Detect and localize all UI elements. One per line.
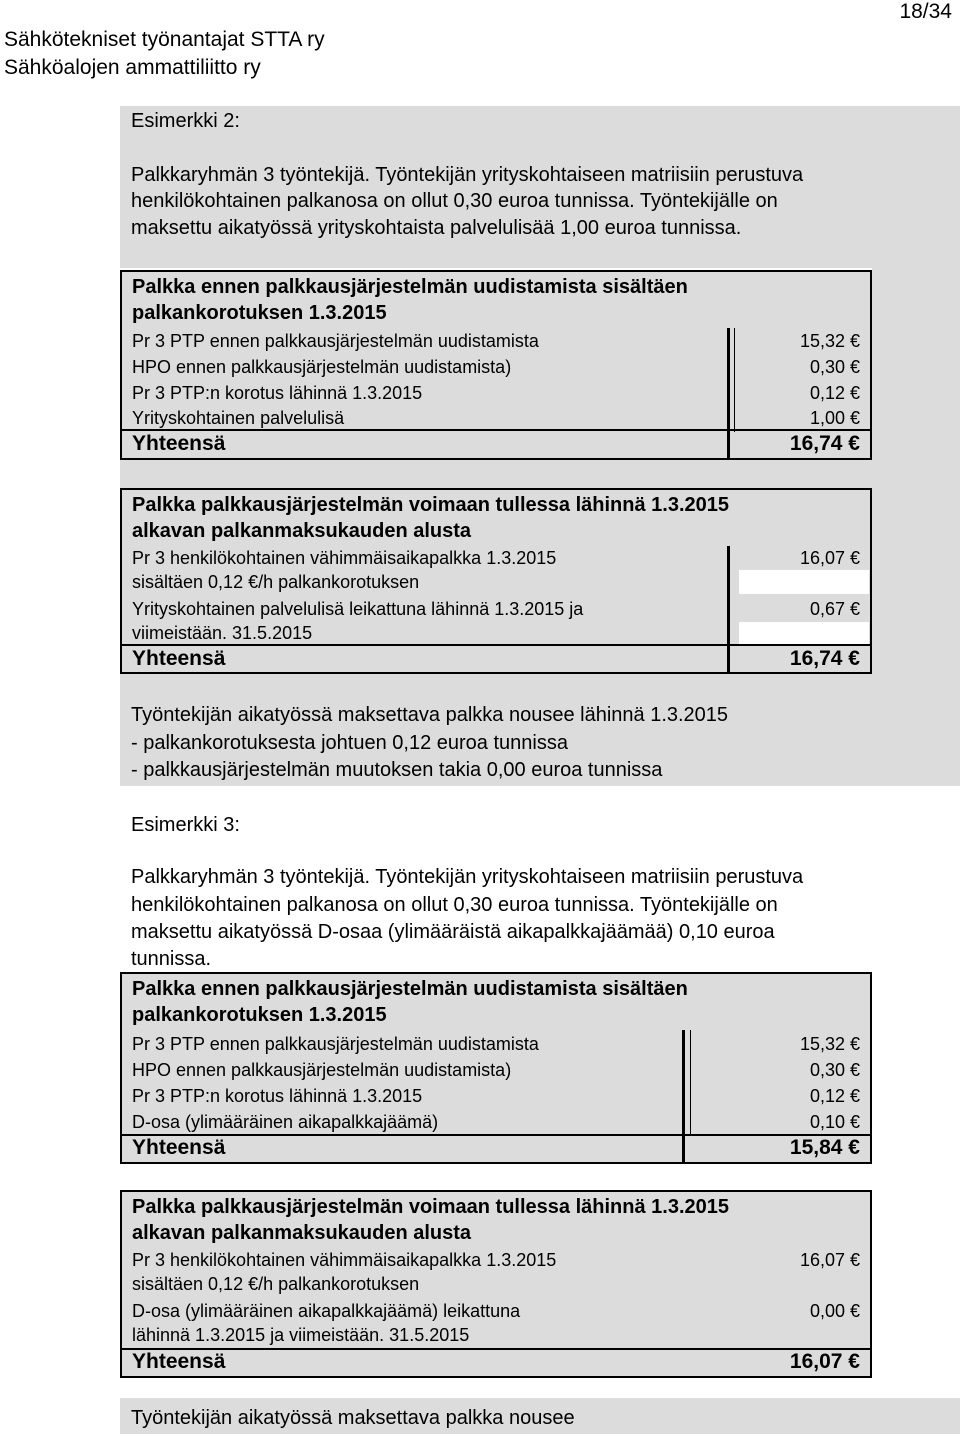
row-label-cont: viimeistään. 31.5.2015 bbox=[132, 623, 313, 643]
example2-para-line3: maksettu aikatyössä yrityskohtaista palvelulisää 1,00 euroa tunnissa. bbox=[131, 217, 742, 239]
total-label: Yhteensä bbox=[132, 1350, 226, 1373]
total-label: Yhteensä bbox=[132, 432, 226, 455]
example2-summary-line3: - palkkausjärjestelmän muutoksen takia 0,00 euroa tunnissa bbox=[131, 759, 663, 781]
row-label-cont: lähinnä 1.3.2015 ja viimeistään. 31.5.2015 bbox=[132, 1325, 470, 1345]
example3-table-before bbox=[120, 972, 872, 1164]
row-label: Yrityskohtainen palvelulisä bbox=[132, 408, 345, 428]
example3-title: Esimerkki 3: bbox=[131, 814, 240, 836]
row-value: 0,30 € bbox=[809, 357, 860, 377]
row-label-cont: sisältäen 0,12 €/h palkankorotuksen bbox=[132, 1274, 420, 1294]
table-title-line1: Palkka ennen palkkausjärjestelmän uudistamista sisältäen bbox=[132, 276, 688, 298]
example3-para-line1: Palkkaryhmän 3 työntekijä. Työntekijän yrityskohtaiseen matriisiin perustuva bbox=[131, 866, 804, 888]
table-title-line2: alkavan palkanmaksukauden alusta bbox=[132, 520, 472, 542]
row-label: Pr 3 PTP ennen palkkausjärjestelmän uudistamista bbox=[132, 331, 539, 351]
table-title-line1: Palkka ennen palkkausjärjestelmän uudistamista sisältäen bbox=[132, 978, 688, 1000]
row-value: 0,30 € bbox=[809, 1060, 860, 1080]
row-label: Pr 3 PTP:n korotus lähinnä 1.3.2015 bbox=[132, 383, 423, 403]
example2-title: Esimerkki 2: bbox=[131, 110, 240, 132]
row-label: D-osa (ylimääräinen aikapalkkajäämä) bbox=[132, 1112, 439, 1132]
example2-summary-line2: - palkankorotuksesta johtuen 0,12 euroa tunnissa bbox=[131, 732, 568, 754]
row-label-cont: sisältäen 0,12 €/h palkankorotuksen bbox=[132, 572, 420, 592]
total-value: 16,07 € bbox=[789, 1350, 860, 1373]
total-label: Yhteensä bbox=[132, 1136, 226, 1159]
header-org-1: Sähkötekniset työnantajat STTA ry bbox=[4, 28, 325, 51]
total-value: 16,74 € bbox=[789, 647, 860, 670]
row-label: Pr 3 PTP:n korotus lähinnä 1.3.2015 bbox=[132, 1086, 423, 1106]
row-label: D-osa (ylimääräinen aikapalkkajäämä) leikattuna bbox=[132, 1301, 521, 1321]
row-value: 15,32 € bbox=[799, 1034, 860, 1054]
row-value: 0,67 € bbox=[809, 599, 860, 619]
row-label: Yrityskohtainen palvelulisä leikattuna lähinnä 1.3.2015 ja bbox=[132, 599, 584, 619]
row-value: 15,32 € bbox=[799, 331, 860, 351]
example3-para-line2: henkilökohtainen palkanosa on ollut 0,30 euroa tunnissa. Työntekijälle on bbox=[131, 894, 778, 916]
row-label: HPO ennen palkkausjärjestelmän uudistamista) bbox=[132, 1060, 512, 1080]
example3-table-after bbox=[120, 1190, 872, 1378]
table-title-line2: palkankorotuksen 1.3.2015 bbox=[132, 302, 387, 324]
example3-summary-line1: Työntekijän aikatyössä maksettava palkka nousee bbox=[131, 1407, 575, 1429]
example2-table-after bbox=[120, 488, 872, 674]
total-value: 16,74 € bbox=[789, 432, 860, 455]
table-title-line1: Palkka palkkausjärjestelmän voimaan tullessa lähinnä 1.3.2015 bbox=[132, 494, 729, 516]
row-value: 0,00 € bbox=[809, 1301, 860, 1321]
row-label: HPO ennen palkkausjärjestelmän uudistamista) bbox=[132, 357, 512, 377]
row-label: Pr 3 henkilökohtainen vähimmäisaikapalkka 1.3.2015 bbox=[132, 1250, 557, 1270]
example3-para-line3: maksettu aikatyössä D-osaa (ylimääräistä aikapalkkajäämää) 0,10 euroa bbox=[131, 921, 775, 943]
row-value: 16,07 € bbox=[799, 548, 860, 568]
table-title-line2: palkankorotuksen 1.3.2015 bbox=[132, 1004, 387, 1026]
row-value: 0,10 € bbox=[809, 1112, 860, 1132]
example2-table-before bbox=[120, 270, 872, 460]
row-value: 16,07 € bbox=[799, 1250, 860, 1270]
example2-para-line1: Palkkaryhmän 3 työntekijä. Työntekijän yrityskohtaiseen matriisiin perustuva bbox=[131, 164, 804, 186]
page-number: 18/34 bbox=[899, 0, 952, 23]
row-value: 0,12 € bbox=[809, 383, 860, 403]
example2-para-line2: henkilökohtainen palkanosa on ollut 0,30 euroa tunnissa. Työntekijälle on bbox=[131, 190, 778, 212]
row-value: 0,12 € bbox=[809, 1086, 860, 1106]
row-value: 1,00 € bbox=[809, 408, 860, 428]
example2-summary-line1: Työntekijän aikatyössä maksettava palkka nousee lähinnä 1.3.2015 bbox=[131, 704, 729, 726]
row-label: Pr 3 henkilökohtainen vähimmäisaikapalkka 1.3.2015 bbox=[132, 548, 557, 568]
example3-para-line4: tunnissa. bbox=[131, 948, 212, 970]
table-title-line2: alkavan palkanmaksukauden alusta bbox=[132, 1222, 472, 1244]
header-org-2: Sähköalojen ammattiliitto ry bbox=[4, 56, 261, 79]
table-title-line1: Palkka palkkausjärjestelmän voimaan tullessa lähinnä 1.3.2015 bbox=[132, 1196, 729, 1218]
row-label: Pr 3 PTP ennen palkkausjärjestelmän uudistamista bbox=[132, 1034, 539, 1054]
total-value: 15,84 € bbox=[789, 1136, 860, 1159]
total-label: Yhteensä bbox=[132, 647, 226, 670]
